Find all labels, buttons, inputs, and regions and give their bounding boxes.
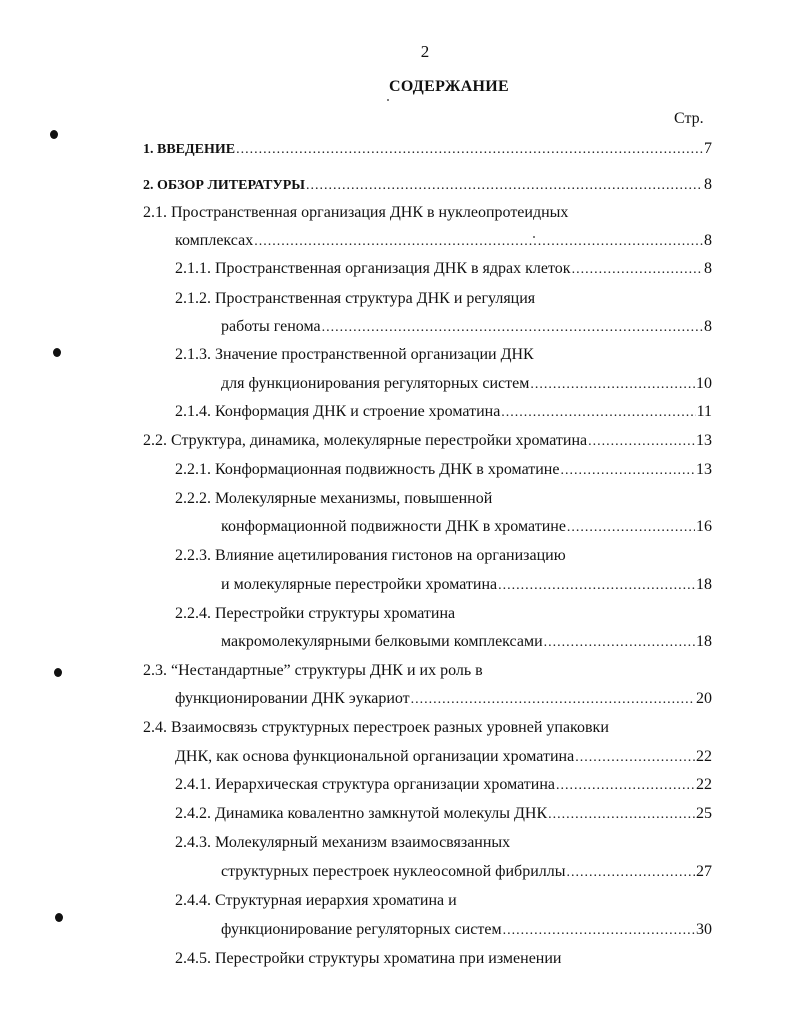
toc-entry-title: 2.1.3. Значение пространственной организации ДНК (175, 346, 534, 363)
toc-entry (175, 746, 712, 768)
page-column-label: Стр. (674, 110, 704, 127)
toc-entry-page: 16 (696, 518, 712, 535)
toc-entry-page: 11 (696, 403, 712, 420)
toc-entry-continuation: ДНК, как основа функциональной организации хроматина (175, 748, 575, 765)
toc-entry-page: 13 (696, 432, 712, 449)
toc-entry-title: 2.2.1. Конформационная подвижность ДНК в хроматине (175, 461, 560, 478)
toc-entry-continuation: функционирование регуляторных систем (221, 921, 502, 938)
toc-entry-page: 22 (696, 748, 712, 765)
toc-entry-title: 2.1. Пространственная организация ДНК в нуклеопротеидных (143, 204, 569, 221)
toc-entry-title: 2.4. Взаимосвязь структурных перестроек разных уровней упаковки (143, 719, 609, 736)
toc-entry-title: 2.2.2. Молекулярные механизмы, повышенной (175, 490, 493, 507)
toc-entry-continuation: функционировании ДНК эукариот (175, 690, 410, 707)
toc-entry (221, 373, 712, 395)
toc-entry (221, 516, 712, 538)
toc-entry-page: 10 (696, 375, 712, 392)
toc-entry-continuation: работы генома (221, 318, 321, 335)
toc-entry-continuation: конформационной подвижности ДНК в хроматине (221, 518, 566, 535)
toc-entry-page: 13 (696, 461, 712, 478)
toc-entry-continuation: для функционирования регуляторных систем (221, 375, 530, 392)
binding-dot (55, 913, 63, 922)
toc-entry (221, 861, 712, 883)
toc-entry (175, 258, 712, 280)
toc-entry-title: 2.1.1. Пространственная организация ДНК в ядрах клеток (175, 260, 571, 277)
toc-entry-page: 30 (696, 921, 712, 938)
toc-entry-title: 2.4.4. Структурная иерархия хроматина и (175, 892, 457, 909)
toc-entry-continuation: структурных перестроек нуклеосомной фибриллы (221, 863, 566, 880)
toc-entry-title: 2.4.3. Молекулярный механизм взаимосвязанных (175, 834, 511, 851)
toc-entry-page: 18 (696, 633, 712, 650)
toc-entry-title: 2.2. Структура, динамика, молекулярные перестройки хроматина (143, 432, 588, 449)
toc-entry-page: 25 (696, 805, 712, 822)
toc-entry-title: 2.4.5. Перестройки структуры хроматина при изменении (175, 950, 562, 967)
toc-entry-page: 8 (704, 232, 712, 249)
toc-entry-title: 2.2.3. Влияние ацетилирования гистонов на организацию (175, 547, 566, 564)
scan-speck (533, 236, 535, 238)
toc-entry-page: 22 (696, 776, 712, 793)
toc-entry (221, 574, 712, 596)
toc-entry (143, 430, 712, 452)
toc-entry-title: 2. ОБЗОР ЛИТЕРАТУРЫ (143, 178, 306, 193)
toc-entry (221, 919, 712, 941)
toc-entry (175, 803, 712, 825)
toc-entry (143, 138, 712, 160)
toc-entry-page: 27 (696, 863, 712, 880)
toc-entry-continuation: и молекулярные перестройки хроматина (221, 576, 498, 593)
toc-entry (143, 174, 712, 196)
toc-entry-title: 2.2.4. Перестройки структуры хроматина (175, 605, 456, 622)
scan-speck (387, 99, 389, 101)
page-title: СОДЕРЖАНИЕ (388, 78, 510, 95)
binding-dot (54, 668, 62, 677)
toc-entry (221, 631, 712, 653)
toc-entry (175, 459, 712, 481)
toc-entry-page: 20 (696, 690, 712, 707)
toc-entry-page: 8 (704, 318, 712, 335)
toc-entry-title: 1. ВВЕДЕНИЕ (143, 142, 236, 157)
toc-entry-page: 8 (704, 260, 712, 277)
toc-entry (175, 688, 712, 710)
toc-entry-title: 2.3. “Нестандартные” структуры ДНК и их роль в (143, 662, 483, 679)
toc-entry (175, 774, 712, 796)
binding-dot (53, 348, 61, 357)
toc-entry-page: 18 (696, 576, 712, 593)
toc-entry (175, 401, 712, 423)
toc-entry (221, 316, 712, 338)
toc-entry-title: 2.1.4. Конформация ДНК и строение хроматина (175, 403, 501, 420)
page-number: 2 (420, 42, 430, 61)
toc-entry (175, 230, 712, 252)
toc-entry-continuation: комплексах (175, 232, 254, 249)
toc-entry-title: 2.1.2. Пространственная структура ДНК и регуляция (175, 290, 536, 307)
toc-entry-continuation: макромолекулярными белковыми комплексами (221, 633, 543, 650)
toc-entry-title: 2.4.1. Иерархическая структура организации хроматина (175, 776, 555, 793)
toc-entry-title: 2.4.2. Динамика ковалентно замкнутой молекулы ДНК (175, 805, 548, 822)
toc-entry-page: 7 (704, 140, 712, 157)
toc-entry-page: 8 (704, 176, 712, 193)
binding-dot (50, 130, 58, 139)
